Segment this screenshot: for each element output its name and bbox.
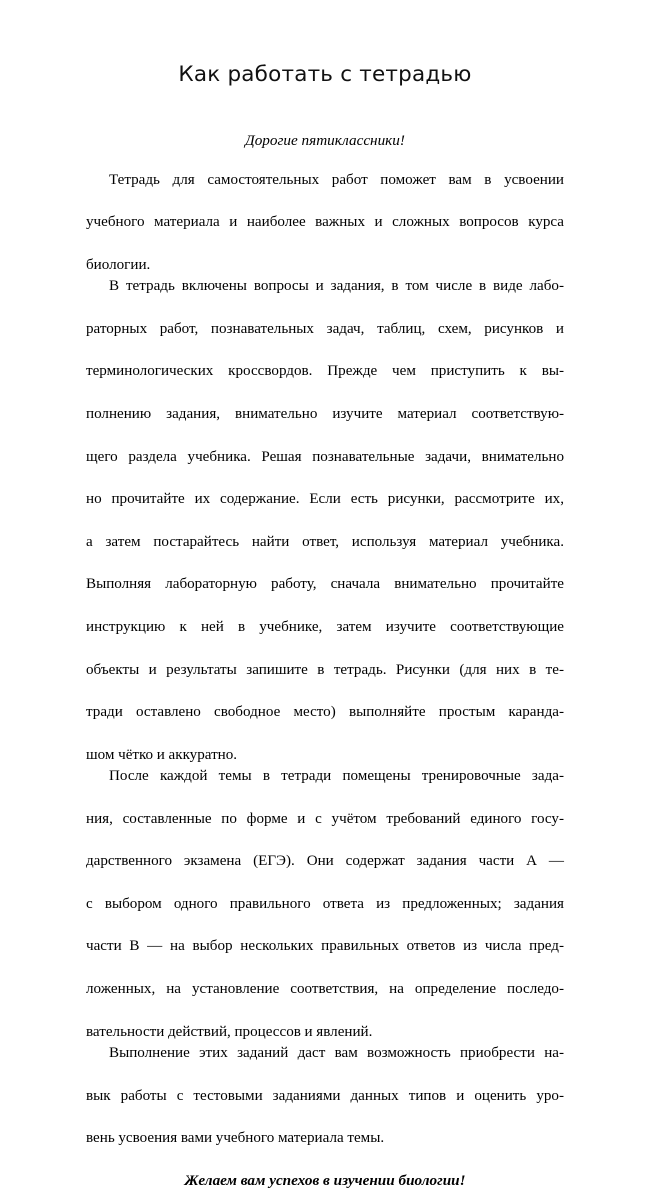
text-line: полнению задания, внимательно изучите материал соответствую- — [86, 406, 564, 423]
text-line: ния, составленные по форме и с учётом требований единого госу- — [86, 810, 564, 827]
text-line: Тетрадь для самостоятельных работ поможет вам в усвоении — [109, 171, 564, 188]
paragraph — [86, 766, 564, 1043]
text-line: биологии. — [86, 256, 151, 273]
text-line: объекты и результаты запишите в тетрадь. Рисунки (для них в те- — [86, 661, 564, 678]
text-line: с выбором одного правильного ответа из предложенных; задания — [86, 895, 564, 912]
text-line: ложенных, на установление соответствия, на определение последо- — [86, 981, 564, 998]
text-line: В тетрадь включены вопросы и задания, в том числе в виде лабо- — [109, 278, 564, 295]
text-line: дарственного экзамена (ЕГЭ). Они содержат задания части А — — [86, 853, 564, 870]
text-line: Выполнение этих заданий даст вам возможность приобрести на- — [109, 1044, 564, 1061]
text-line: раторных работ, познавательных задач, таблиц, схем, рисунков и — [86, 320, 564, 337]
page-title: Как работать с тетрадью — [178, 62, 472, 87]
text-line: инструкцию к ней в учебнике, затем изучите соответствующие — [86, 619, 564, 636]
text-line: а затем постарайтесь найти ответ, используя материал учебника. — [86, 533, 564, 550]
paragraph — [86, 170, 564, 276]
text-line: но прочитайте их содержание. Если есть рисунки, рассмотрите их, — [86, 491, 564, 508]
text-line: вень усвоения вами учебного материала темы. — [86, 1130, 385, 1147]
paragraph — [86, 276, 564, 766]
text-line: учебного материала и наиболее важных и сложных вопросов курса — [86, 214, 564, 231]
text-line: После каждой темы в тетради помещены тренировочные зада- — [109, 768, 564, 785]
body-copy — [86, 150, 564, 1150]
text-line: Выполняя лабораторную работу, сначала внимательно прочитайте — [86, 576, 564, 593]
salutation-text: Дорогие пятиклассники! — [245, 131, 405, 149]
text-line: вательности действий, процессов и явлений. — [86, 1023, 373, 1040]
closing-text: Желаем вам успехов в изучении биологии! — [184, 1172, 466, 1190]
text-line: части В — на выбор нескольких правильных ответов из числа пред- — [86, 938, 564, 955]
text-line: щего раздела учебника. Решая познавательные задачи, внимательно — [86, 448, 564, 465]
paragraph — [86, 1043, 564, 1149]
text-line: вык работы с тестовыми заданиями данных типов и оценить уро- — [86, 1087, 564, 1104]
text-line: шом чётко и аккуратно. — [86, 746, 238, 763]
text-line: тради оставлено свободное место) выполняйте простым каранда- — [86, 704, 564, 721]
page-content — [86, 0, 564, 1190]
text-line: терминологических кроссвордов. Прежде чем приступить к вы- — [86, 363, 564, 380]
